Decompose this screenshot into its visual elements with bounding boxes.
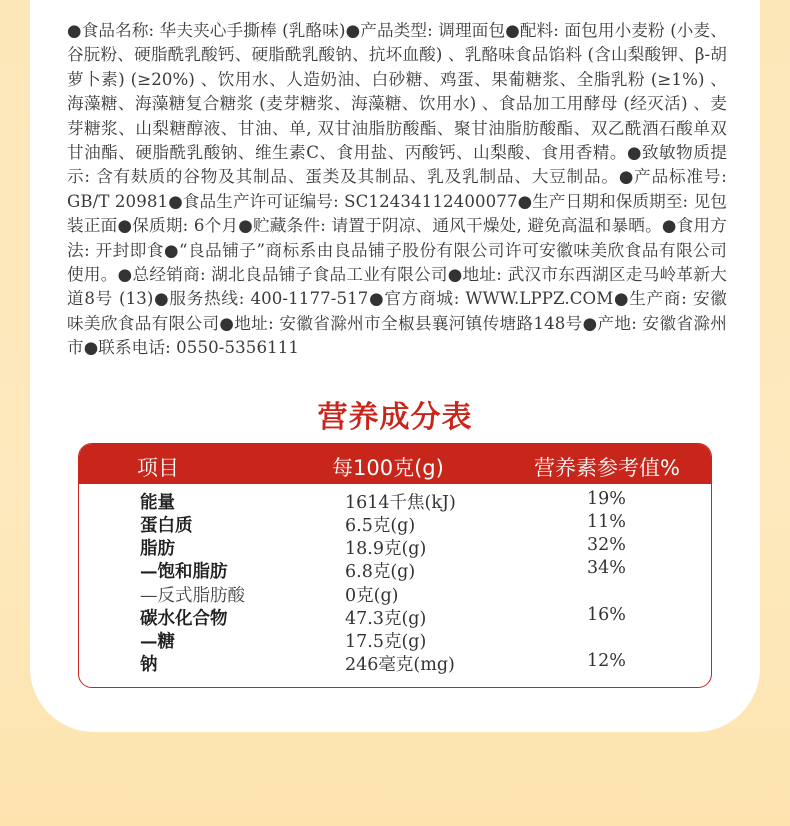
- header-nrv: 营养素参考值%: [534, 456, 680, 480]
- info-segment: ● 保质期: 6个月: [117, 216, 238, 235]
- info-segment: ● 官方商城: WWW.LPPZ.COM: [368, 289, 613, 308]
- nutrition-row: [79, 582, 711, 605]
- nutrient-amount: 18.9克(g): [345, 539, 427, 559]
- nutrient-nrv: 16%: [587, 605, 626, 625]
- nutrition-row: [79, 605, 711, 628]
- info-segment: ● 食用方法: 开封即食: [67, 216, 727, 259]
- nutrition-row: [79, 489, 711, 512]
- nutrition-title: 营养成分表: [317, 400, 473, 435]
- nutrient-nrv: 34%: [587, 558, 626, 578]
- nutrient-amount: 1614千焦(kJ): [345, 493, 456, 513]
- info-segment: ● “良品铺子”商标系由良品铺子股份有限公司许可安徽味美欣食品有限公司使用。: [67, 241, 727, 284]
- nutrient-amount: 0克(g): [345, 586, 399, 606]
- nutrient-amount: 6.8克(g): [345, 562, 416, 582]
- nutrient-name: 能量: [140, 493, 175, 513]
- nutrient-nrv: 19%: [587, 489, 626, 509]
- nutrient-nrv: 32%: [587, 535, 626, 555]
- nutrition-table-header: [79, 444, 711, 484]
- info-segment: ● 配料: 面包用小麦粉 (小麦、谷朊粉、硬脂酰乳酸钙、硬脂酰乳酸钠、抗坏血酸) 、乳酪味食品馅料 (含山梨酸钾、β-胡萝卜素) (≥20%) 、饮用水、人造奶油、白砂糖、鸡蛋、果葡糖浆、全脂乳粉 (≥1%) 、海藻糖、海藻糖复合糖浆 (麦芽糖浆、海藻糖、饮用水) 、食品加工用酵母 (经灭活) 、麦芽糖浆、山梨糖醇液、甘油、单, 双甘油脂肪酸酯、聚甘油脂肪酸酯、双乙酰酒石酸单双甘油酯、硬脂酰乳酸钠、维生素C、食用盐、丙酸钙、山梨酸、食用香精。: [67, 21, 727, 162]
- nutrition-row: [79, 535, 711, 558]
- nutrition-table: [78, 443, 712, 688]
- info-segment: ● 食品名称: 华夫夹心手撕棒 (乳酪味): [67, 21, 346, 40]
- header-per-100g: 每100克(g): [332, 456, 444, 480]
- nutrition-row: [79, 558, 711, 581]
- info-segment: ● 联系电话: 0550-5356111: [84, 338, 299, 357]
- nutrient-name: 碳水化合物: [140, 609, 228, 629]
- product-info-paragraph: [67, 19, 727, 361]
- info-segment: ● 总经销商: 湖北良品铺子食品工业有限公司: [118, 265, 448, 284]
- nutrient-amount: 47.3克(g): [345, 609, 427, 629]
- info-segment: ● 地址: 安徽省滁州市全椒县襄河镇传塘路148号: [219, 314, 582, 333]
- info-segment: ● 服务热线: 400-1177-517: [153, 289, 368, 308]
- nutrient-nrv: 11%: [587, 512, 626, 532]
- info-segment: ● 产品类型: 调理面包: [346, 21, 506, 40]
- info-segment: ● 食品生产许可证编号: SC12434112400077: [168, 192, 517, 211]
- nutrient-name: 蛋白质: [140, 516, 193, 536]
- info-segment: ● 生产商: 安徽味美欣食品有限公司: [67, 289, 727, 332]
- nutrient-amount: 246毫克(mg): [345, 655, 455, 675]
- info-segment: ● 贮藏条件: 请置于阴凉、通风干燥处, 避免高温和暴晒。: [238, 216, 662, 235]
- nutrient-name: —饱和脂肪: [140, 562, 228, 582]
- info-segment: ● 地址: 武汉市东西湖区走马岭革新大道8号 (13): [67, 265, 727, 308]
- nutrition-row: [79, 628, 711, 651]
- nutrient-nrv: 12%: [587, 651, 626, 671]
- nutrition-row: [79, 651, 711, 674]
- nutrition-row: [79, 512, 711, 535]
- nutrient-amount: 6.5克(g): [345, 516, 416, 536]
- info-segment: ● 致敏物质提示: 含有麸质的谷物及其制品、蛋类及其制品、乳及乳制品、大豆制品。: [67, 143, 727, 186]
- nutrient-name: —反式脂肪酸: [140, 586, 245, 606]
- info-segment: ● 产品标准号: GB/T 20981: [67, 167, 727, 210]
- nutrient-name: —糖: [140, 632, 175, 652]
- header-item: 项目: [137, 456, 179, 480]
- nutrient-amount: 17.5克(g): [345, 632, 427, 652]
- nutrient-name: 钠: [140, 655, 158, 675]
- nutrient-name: 脂肪: [140, 539, 175, 559]
- info-segment: ● 产地: 安徽省滁州市: [67, 314, 727, 357]
- info-segment: ● 生产日期和保质期至: 见包装正面: [67, 192, 727, 235]
